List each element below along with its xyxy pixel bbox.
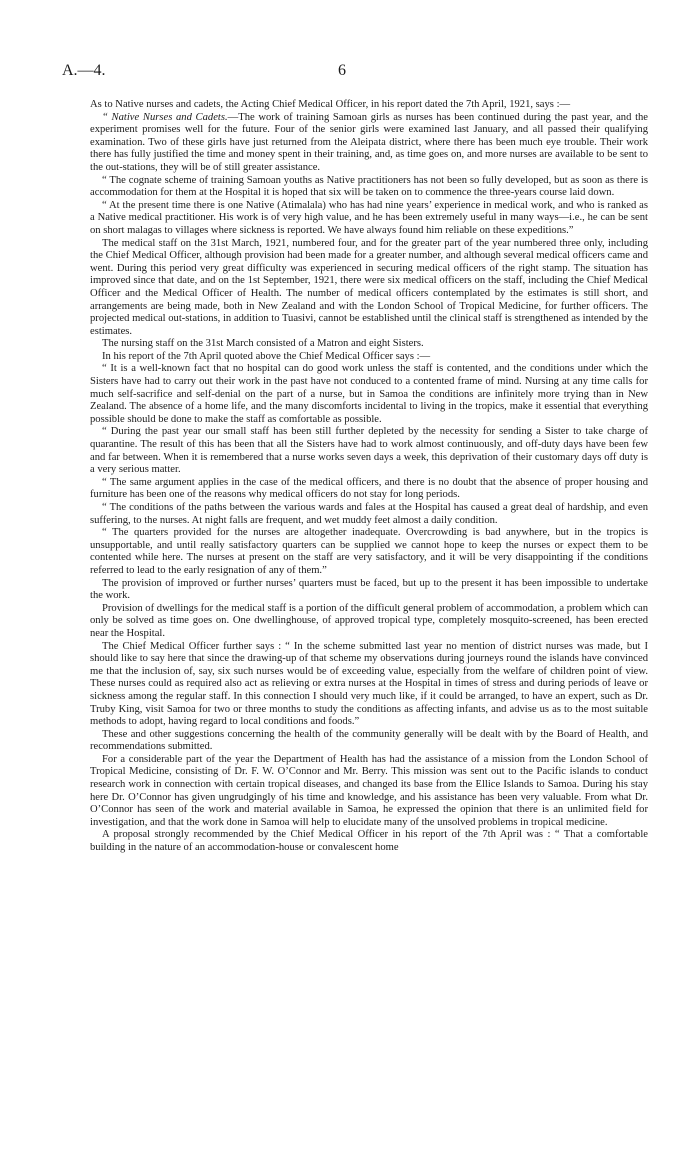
paragraph-staff-contentment: “ It is a well-known fact that no hospital can do good work unless the staff is contented, and the conditions under which the Sisters have had to carry out their work in the past have not conduced to a contented frame of mind. Nursing at any time calls for much self-sacrifice and self-denial on the part of a nurse, but in Samoa the conditions are infinitely more trying than in New Zealand. The absence of a home life, and the many discomforts incidental to living in the tropics, make it essential that everything possible should be done to make the staff as comfortable as possible. xyxy=(90,363,648,425)
paragraph-medical-staff: The medical staff on the 31st March, 1921, numbered four, and for the greater part of the year numbered three only, including the Chief Medical Officer, although provision had been made for a greater number, and although several medical officers came and went. During this period very great difficulty was experienced in securing medical officers of the right stamp. The situation has improved since that date, and on the 1st September, 1921, there were six medical officers on the staff, including the Chief Medical Officer and the Medical Officer of Health. The number of medical officers contemplated by the estimates is still short, and arrangements are being made, both in New Zealand and with the London School of Tropical Medicine, for further officers. The projected medical out-stations, in addition to Tuasivi, cannot be established until the clinical staff is strengthened as intended by the estimates. xyxy=(90,237,648,337)
paragraph-convalescent-home: A proposal strongly recommended by the Chief Medical Officer in his report of the 7th April was : “ That a comfortable building in the nature of an accommodation-house or convalescent home xyxy=(90,829,648,854)
paragraph-london-school-mission: For a considerable part of the year the Department of Health has had the assistance of a mission from the London School of Tropical Medicine, consisting of Dr. F. W. O’Connor and Mr. Berry. This mission was sent out to the Pacific islands to conduct research work in connection with certain tropical diseases, and changed its base from the Ellice Islands to Samoa. During his stay here Dr. O’Connor has given ungrudgingly of his time and knowledge, and his assistance has been very valuable. From what Dr. O’Connor has seen of the work and material available in Samoa, he expressed the opinion that there is an unlimited field for investigation, and that the work done in Samoa will help to elucidate many of the unsolved problems in tropical medicine. xyxy=(90,753,648,828)
paragraph-paths: “ The conditions of the paths between the various wards and fales at the Hospital has caused a great deal of hardship, and even suffering, to the nurses. At night falls are frequent, and wet muddy feet almost a daily condition. xyxy=(90,502,648,526)
page-header xyxy=(62,62,648,84)
document-reference: A.—4. xyxy=(62,62,106,79)
paragraph-nurses-quarters: “ The quarters provided for the nurses are altogether inadequate. Overcrowding is bad anywhere, but in the tropics is unsupportable, and until really satisfactory quarters can be supplied we cannot hope to keep the nurses or expect them to be contented while here. The nurses at present on the staff are very satisfactory, and it will be very disappointing if the conditions referred to lead to the early resignation of any of them.” xyxy=(90,527,648,576)
paragraph-native-nurses-cadets: “ Native Nurses and Cadets.—The work of training Samoan girls as nurses has been continued during the past year, and the experiment promises well for the future. Four of the senior girls were examined last January, and all passed their qualifying examination. Two of these girls have just returned from the Aleipata district, where there has been much eye trouble. Their work there has fully justified the time and money spent in their training, and, as time goes on, and more nurses are available to be sent to the out-stations, they will be of still greater assistance. xyxy=(90,111,649,173)
paragraph-dwellings: Provision of dwellings for the medical staff is a portion of the difficult general problem of accommodation, a problem which can only be solved as time goes on. One dwellinghouse, of approved tropical type, completely mosquito-screened, has been erected near the Hospital. xyxy=(90,602,648,639)
paragraph-report-quote-intro: In his report of the 7th April quoted above the Chief Medical Officer says :— xyxy=(102,350,431,362)
paragraph-native-nurses-intro: As to Native nurses and cadets, the Acting Chief Medical Officer, in his report dated the 7th April, 1921, says :— xyxy=(90,99,571,110)
paragraph-improved-quarters: The provision of improved or further nurses’ quarters must be faced, but up to the present it has been impossible to undertake the work. xyxy=(90,577,648,602)
paragraph-board-of-health: These and other suggestions concerning the health of the community generally will be dealt with by the Board of Health, and recommendations submitted. xyxy=(90,728,648,753)
paragraph-native-practitioners: “ The cognate scheme of training Samoan youths as Native practitioners has not been so fully developed, but as soon as there is accommodation for them at the Hospital it is hoped that six will be taken on to commence the three-years course laid down. xyxy=(90,174,648,199)
paragraph-nursing-staff: The nursing staff on the 31st March consisted of a Matron and eight Sisters. xyxy=(102,338,424,350)
body-text xyxy=(90,99,648,855)
paragraph-quarantine: “ During the past year our small staff has been still further depleted by the necessity for sending a Sister to take charge of quarantine. The result of this has been that all the Sisters have had to work almost continuously, and off-duty days have been few and far between. When it is remembered that a nurse works seven days a week, this deprivation of their customary days off duty is a very serious matter. xyxy=(90,426,648,476)
page-number: 6 xyxy=(338,62,346,79)
paragraph-medical-officers-housing: “ The same argument applies in the case of the medical officers, and there is no doubt that the absence of proper housing and furniture has been one of the reasons why medical officers do not stay for long periods. xyxy=(90,476,648,501)
paragraph-district-nurses: The Chief Medical Officer further says : “ In the scheme submitted last year no mention of district nurses was made, but I should like to say here that since the drawing-up of that scheme my observations during journeys round the islands have convinced me that the inclusion of, say, six such nurses would be of exceeding value, especially from the welfare of children point of view. These nurses could as required also act as relieving or extra nurses at the Hospital in times of stress and during periods of leave or sickness among the regular staff. In this connection I should very much like, if it could be arranged, to have an expert, such as Dr. Truby King, visit Samoa for two or three months to study the conditions as affecting infants, and advise us as to the most suitable methods to adopt, having regard to local conditions and foods.” xyxy=(90,640,648,728)
paragraph-atimalala: “ At the present time there is one Native (Atimalala) who has had nine years’ experience in medical work, and who is ranked as a Native medical practitioner. His work is of very high value, and he has been extremely useful in many ways—i.e., he can be sent on short malagas to villages where sickness is reported. We have always found him reliable on these expeditions.” xyxy=(90,199,648,236)
section-lead: “ Native Nurses and Cadets. xyxy=(102,111,228,123)
